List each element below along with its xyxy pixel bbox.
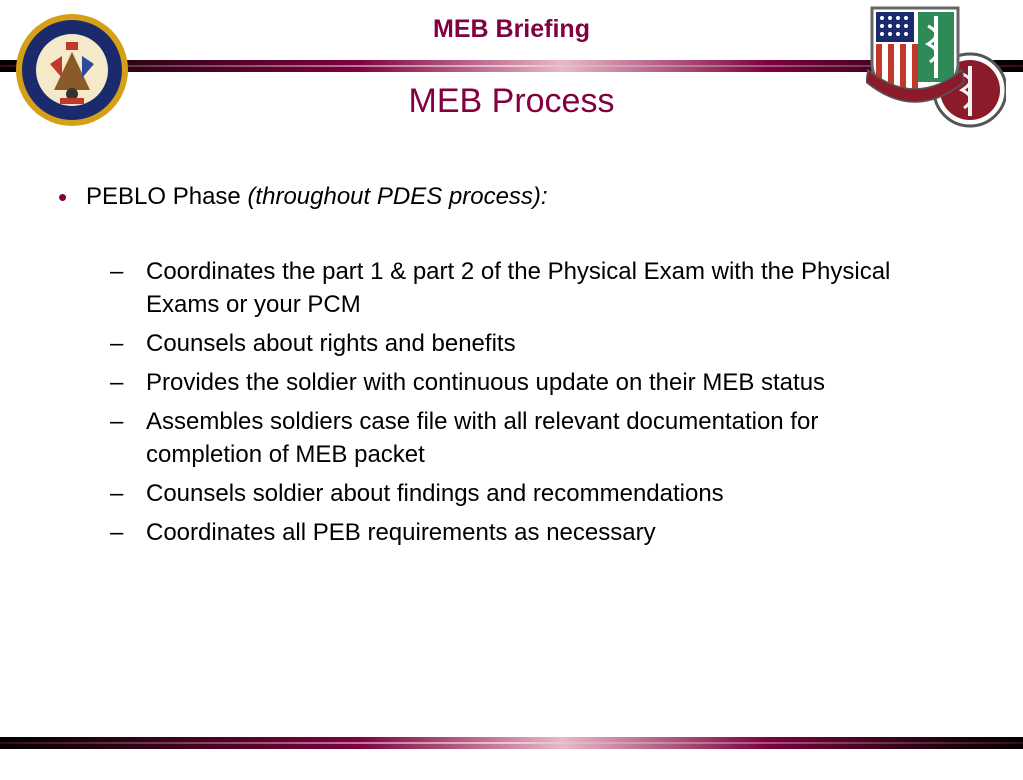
dash-icon: –: [110, 480, 124, 507]
sub-item-text: Counsels soldier about findings and recommendations: [146, 480, 724, 507]
footer-divider-band: [0, 737, 1023, 749]
sub-item: [110, 255, 930, 321]
bullet-dot-icon: •: [58, 182, 68, 212]
bullet-text: [86, 183, 548, 211]
slide-content: [58, 183, 958, 555]
bullet-qualifier: (throughout PDES process):: [247, 183, 548, 210]
sub-item-text: Provides the soldier with continuous update on their MEB status: [146, 369, 826, 396]
sub-item-text: Coordinates all PEB requirements as necessary: [146, 519, 656, 546]
dash-icon: –: [110, 330, 124, 357]
dash-icon: –: [110, 369, 124, 396]
slide-title: MEB Process: [408, 82, 615, 120]
dash-icon: –: [110, 519, 124, 546]
dash-icon: –: [110, 408, 124, 435]
sub-item: [110, 516, 930, 549]
sub-item: [110, 327, 930, 360]
sub-item-text: Counsels about rights and benefits: [146, 330, 516, 357]
main-bullet: [58, 183, 958, 211]
sub-item: [110, 366, 930, 399]
header-title: MEB Briefing: [433, 15, 590, 43]
sub-item: [110, 405, 930, 471]
bullet-label: PEBLO Phase: [86, 183, 241, 210]
sub-item-text: Assembles soldiers case file with all relevant documentation for completion of MEB packet: [146, 408, 819, 468]
sub-item-text: Coordinates the part 1 & part 2 of the Physical Exam with the Physical Exams or your PCM: [146, 258, 891, 318]
dash-icon: –: [110, 258, 124, 285]
sub-item: [110, 477, 930, 510]
